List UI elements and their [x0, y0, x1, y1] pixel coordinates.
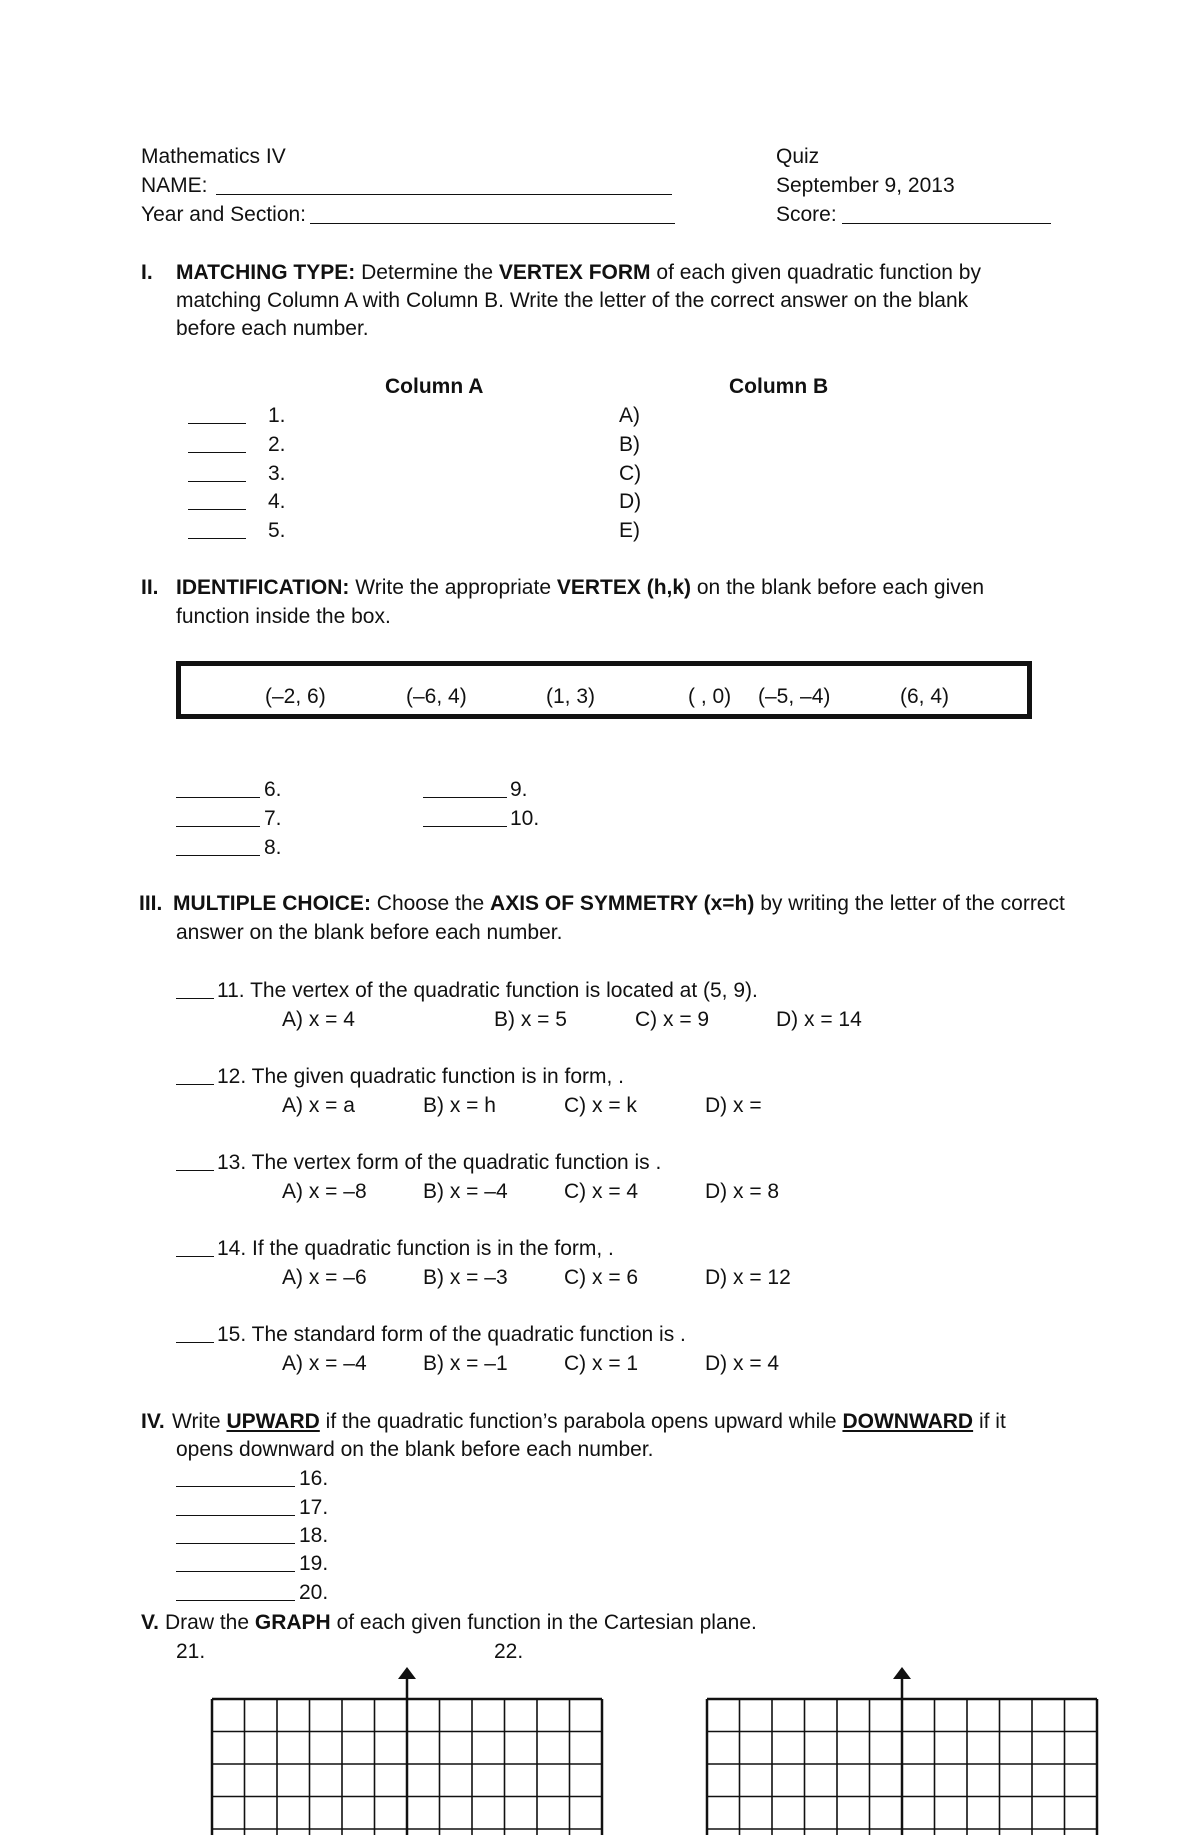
answer-option[interactable]: D) x = 8: [705, 1180, 780, 1203]
answer-option[interactable]: D) x =: [705, 1094, 762, 1117]
quiz-label: Quiz: [776, 145, 820, 168]
question-stem: 13. The vertex form of the quadratic function is .: [217, 1151, 662, 1174]
part5-numeral: V.: [141, 1611, 159, 1634]
answer-blank[interactable]: [188, 434, 246, 453]
vertex-choice: (–6, 4): [406, 685, 467, 708]
part1-numeral: I.: [141, 261, 153, 284]
answer-blank[interactable]: [176, 837, 260, 856]
score-label: Score:: [776, 203, 837, 226]
item-number: 20.: [299, 1581, 329, 1604]
answer-option[interactable]: C) x = k: [564, 1094, 637, 1117]
part2-instruction-line2: function inside the box.: [176, 605, 391, 628]
year-section-field[interactable]: [310, 205, 675, 224]
answer-option[interactable]: A) x = 4: [282, 1008, 355, 1031]
column-a-header: Column A: [385, 375, 484, 398]
item-number: 7.: [264, 807, 282, 830]
part3-instruction-line2: answer on the blank before each number.: [176, 921, 563, 944]
answer-option[interactable]: D) x = 14: [776, 1008, 862, 1031]
y-axis-arrow-icon: [893, 1667, 911, 1679]
item-number: 9.: [510, 778, 528, 801]
question-stem: 15. The standard form of the quadratic function is .: [217, 1323, 686, 1346]
answer-option[interactable]: D) x = 4: [705, 1352, 780, 1375]
answer-blank[interactable]: [176, 1553, 295, 1572]
item-number: 10.: [510, 807, 540, 830]
answer-blank[interactable]: [188, 520, 246, 539]
answer-option[interactable]: A) x = –6: [282, 1266, 367, 1289]
answer-blank[interactable]: [176, 1582, 295, 1601]
part4-instruction-line2: opens downward on the blank before each number.: [176, 1438, 654, 1461]
item-number: 5.: [268, 519, 286, 542]
answer-blank[interactable]: [176, 1066, 214, 1085]
answer-option[interactable]: C) x = 1: [564, 1352, 639, 1375]
part2-numeral: II.: [141, 576, 159, 599]
answer-blank[interactable]: [176, 1468, 295, 1487]
vertex-choice: (–5, –4): [758, 685, 831, 708]
vertex-choice: (6, 4): [900, 685, 950, 708]
answer-blank[interactable]: [188, 463, 246, 482]
question-stem: 14. If the quadratic function is in the form, .: [217, 1237, 614, 1260]
part2-instruction-line1: IDENTIFICATION: Write the appropriate VERTEX (h,k) on the blank before each given: [176, 576, 985, 599]
answer-blank[interactable]: [176, 1525, 295, 1544]
answer-option[interactable]: D) x = 12: [705, 1266, 791, 1289]
answer-blank[interactable]: [176, 808, 260, 827]
score-field[interactable]: [842, 205, 1051, 224]
answer-blank[interactable]: [423, 808, 507, 827]
subject-label: Mathematics IV: [141, 145, 286, 168]
choice-letter: A): [619, 404, 640, 427]
item-number: 4.: [268, 490, 286, 513]
vertex-choice: ( , 0): [688, 685, 732, 708]
answer-option[interactable]: C) x = 4: [564, 1180, 639, 1203]
answer-option[interactable]: A) x = –4: [282, 1352, 367, 1375]
answer-option[interactable]: B) x = –1: [423, 1352, 508, 1375]
part1-instruction-line2: matching Column A with Column B. Write the letter of the correct answer on the blank: [176, 289, 969, 312]
question-stem: 12. The given quadratic function is in form, .: [217, 1065, 624, 1088]
part1-instruction-line1: MATCHING TYPE: Determine the VERTEX FORM of each given quadratic function by: [176, 261, 981, 284]
answer-option[interactable]: B) x = 5: [494, 1008, 567, 1031]
quiz-date: September 9, 2013: [776, 174, 955, 197]
answer-blank[interactable]: [176, 1152, 214, 1171]
answer-blank[interactable]: [176, 1238, 214, 1257]
item-number: 17.: [299, 1496, 329, 1519]
part3-numeral: III.: [139, 892, 163, 915]
answer-option[interactable]: C) x = 9: [635, 1008, 710, 1031]
item-number: 19.: [299, 1552, 329, 1575]
cartesian-grid-22[interactable]: [700, 1665, 1100, 1835]
answer-option[interactable]: B) x = h: [423, 1094, 496, 1117]
part3-instruction-line1: MULTIPLE CHOICE: Choose the AXIS OF SYMMETRY (x=h) by writing the letter of the correct: [173, 892, 1065, 915]
part5-instruction: Draw the GRAPH of each given function in the Cartesian plane.: [165, 1611, 757, 1634]
item-number: 2.: [268, 433, 286, 456]
y-axis-arrow-icon: [398, 1667, 416, 1679]
year-section-label: Year and Section:: [141, 203, 307, 226]
choice-letter: C): [619, 462, 642, 485]
vertex-choice: (1, 3): [546, 685, 596, 708]
answer-blank[interactable]: [176, 980, 214, 999]
answer-blank[interactable]: [188, 491, 246, 510]
choice-letter: B): [619, 433, 640, 456]
name-label: NAME:: [141, 174, 208, 197]
choice-letter: E): [619, 519, 640, 542]
column-b-header: Column B: [729, 375, 829, 398]
part1-instruction-line3: before each number.: [176, 317, 369, 340]
cartesian-grid-21[interactable]: [205, 1665, 605, 1835]
answer-option[interactable]: A) x = –8: [282, 1180, 367, 1203]
answer-blank[interactable]: [423, 779, 507, 798]
item-number: 8.: [264, 836, 282, 859]
answer-option[interactable]: C) x = 6: [564, 1266, 639, 1289]
name-field[interactable]: [216, 176, 672, 195]
item-number: 16.: [299, 1467, 329, 1490]
answer-option[interactable]: A) x = a: [282, 1094, 355, 1117]
part4-numeral: IV.: [141, 1410, 165, 1433]
answer-blank[interactable]: [188, 405, 246, 424]
answer-blank[interactable]: [176, 1324, 214, 1343]
item-number: 18.: [299, 1524, 329, 1547]
part4-instruction-line1: Write UPWARD if the quadratic function’s parabola opens upward while DOWNWARD if it: [172, 1410, 1006, 1433]
vertex-choice: (–2, 6): [265, 685, 326, 708]
answer-blank[interactable]: [176, 779, 260, 798]
choice-letter: D): [619, 490, 642, 513]
answer-option[interactable]: B) x = –3: [423, 1266, 508, 1289]
item-number: 3.: [268, 462, 286, 485]
item-number: 1.: [268, 404, 286, 427]
answer-blank[interactable]: [176, 1497, 295, 1516]
answer-option[interactable]: B) x = –4: [423, 1180, 508, 1203]
question-stem: 11. The vertex of the quadratic function is located at (5, 9).: [217, 979, 758, 1002]
item-number: 6.: [264, 778, 282, 801]
graph-item-22: 22.: [494, 1640, 524, 1663]
graph-item-21: 21.: [176, 1640, 206, 1663]
